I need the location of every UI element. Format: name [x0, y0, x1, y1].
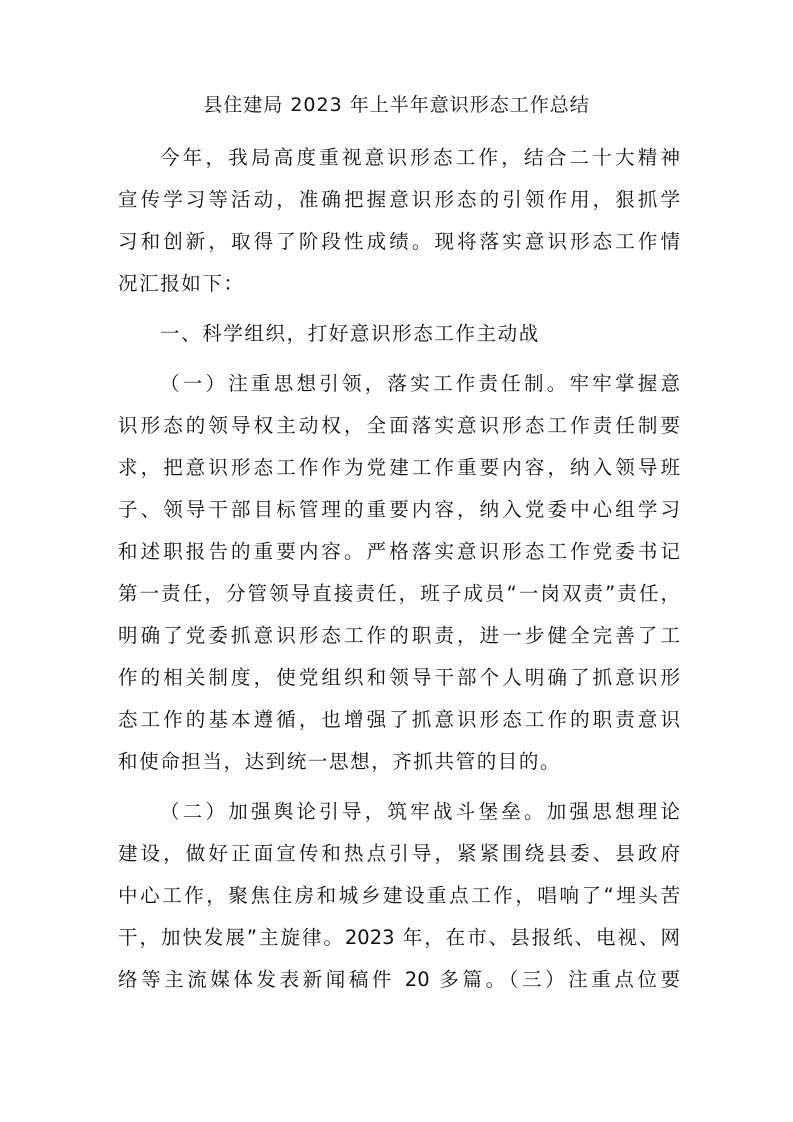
paragraph-line: 干，加快发展”主旋律。2023 年，在市、县报纸、电视、网: [118, 926, 680, 949]
paragraph-line: 宣传学习等活动，准确把握意识形态的引领作用，狠抓学: [118, 188, 680, 211]
paragraph-line: 作的相关制度，使党组织和领导干部个人明确了抓意识形: [118, 666, 680, 689]
paragraph-line: （一）注重思想引领，落实工作责任制。牢牢掌握意: [160, 372, 680, 395]
paragraph-line: 求，把意识形态工作作为党建工作重要内容，纳入领导班: [118, 456, 680, 479]
paragraph-line: 和述职报告的重要内容。严格落实意识形态工作党委书记: [118, 540, 680, 563]
paragraph-line: 态工作的基本遵循，也增强了抓意识形态工作的职责意识: [118, 708, 680, 731]
paragraph-line: 习和创新，取得了阶段性成绩。现将落实意识形态工作情: [118, 230, 680, 253]
paragraph-line: 和使命担当，达到统一思想，齐抓共管的目的。: [118, 750, 562, 773]
paragraph-line: （二）加强舆论引导，筑牢战斗堡垒。加强思想理论: [160, 800, 680, 823]
paragraph-line: 中心工作，聚焦住房和城乡建设重点工作，唱响了“埋头苦: [118, 884, 680, 907]
document-title: 县住建局 2023 年上半年意识形态工作总结: [203, 94, 590, 116]
paragraph-line: 今年，我局高度重视意识形态工作，结合二十大精神: [160, 146, 680, 169]
section-heading: 一、科学组织，打好意识形态工作主动战: [160, 322, 540, 345]
paragraph-line: 明确了党委抓意识形态工作的职责，进一步健全完善了工: [118, 624, 680, 647]
paragraph-line: 子、领导干部目标管理的重要内容，纳入党委中心组学习: [118, 498, 680, 521]
paragraph-line: 第一责任，分管领导直接责任，班子成员“一岗双责”责任，: [118, 582, 680, 605]
paragraph-line: 况汇报如下：: [118, 272, 245, 295]
paragraph-line: 建设，做好正面宣传和热点引导，紧紧围绕县委、县政府: [118, 842, 680, 865]
paragraph-line: 识形态的领导权主动权，全面落实意识形态工作责任制要: [118, 414, 680, 437]
paragraph-line: 络等主流媒体发表新闻稿件 20 多篇。（三）注重点位要: [118, 968, 680, 991]
